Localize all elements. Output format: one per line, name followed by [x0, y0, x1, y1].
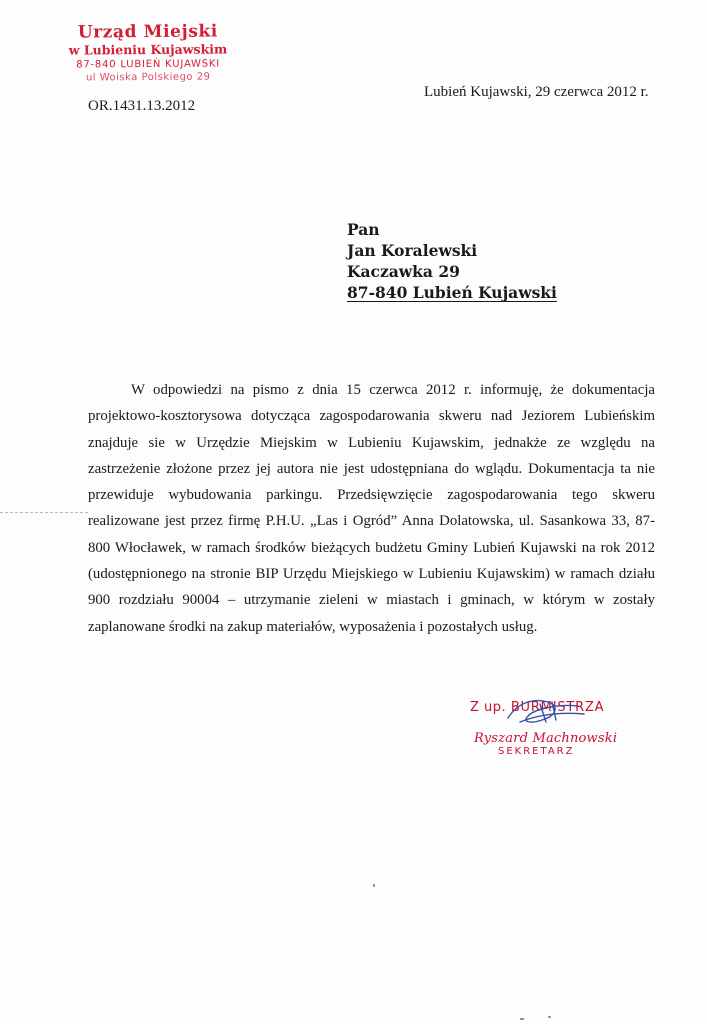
handwritten-signature-icon: [500, 692, 590, 732]
addressee-salutation: Pan: [347, 220, 380, 239]
signature-authority-line: [470, 700, 630, 715]
addressee-name: Jan Koralewski: [347, 241, 478, 260]
stamp-office-location: w Lubieniu Kujawskim: [68, 41, 228, 58]
stamp-postal-code: 87-840 LUBIEŃ KUJAWSKI: [76, 58, 221, 71]
reference-number: OR.1431.13.2012: [88, 98, 196, 114]
stamp-street: ul Woiska Polskiego 29: [85, 71, 211, 84]
signature-stamp: [470, 700, 630, 758]
signature-prefix: Z up.: [470, 700, 507, 715]
addressee-street: Kaczawka 29: [347, 262, 460, 281]
signature-title: BURMISTRZA: [510, 700, 605, 715]
scan-speck: [520, 1018, 524, 1020]
office-stamp: [58, 21, 238, 84]
scan-speck: [548, 1016, 551, 1018]
letter-body: W odpowiedzi na pismo z dnia 15 czerwca 2012 r. informuję, że dokumentacja projektowo-kosztorysowa dotycząca zagospodarowania skweru nad Jeziorem Lubieńskim znajduje sie w Urzędzie Miejskim w Lubieniu Kujawskim, jednakże ze względu na zastrzeżenie złożone przez jej autora nie jest udostępniana do wglądu. Dokumentacja ta nie przewiduje wybudowania parkingu. Przedsięwzięcie zagospodarowania tego skweru realizowane jest przez firmę P.H.U. „Las i Ogród” Anna Dolatowska, ul. Sasankowa 33, 87-800 Włocławek, w ramach środków bieżących budżetu Gminy Lubień Kujawski na rok 2012 (udostępnionego na stronie BIP Urzędu Miejskiego w Lubieniu Kujawskim) w ramach działu 900 rozdziału 90004 – utrzymanie zieleni w miastach i gminach, w którym w zostały zaplanowane środki na zakup materiałów, wyposażenia i pozostałych usług.: [88, 382, 655, 635]
stamp-office-name: Urząd Miejski: [77, 21, 218, 43]
signatory-name: Ryszard Machnowski: [474, 731, 618, 746]
addressee-city: 87-840 Lubień Kujawski: [347, 283, 557, 302]
signatory-role: SEKRETARZ: [498, 746, 575, 757]
scan-artifact-line: [0, 512, 88, 513]
place-and-date: Lubień Kujawski, 29 czerwca 2012 r.: [424, 84, 649, 100]
scan-speck: [373, 884, 375, 887]
addressee-block: [347, 219, 557, 303]
